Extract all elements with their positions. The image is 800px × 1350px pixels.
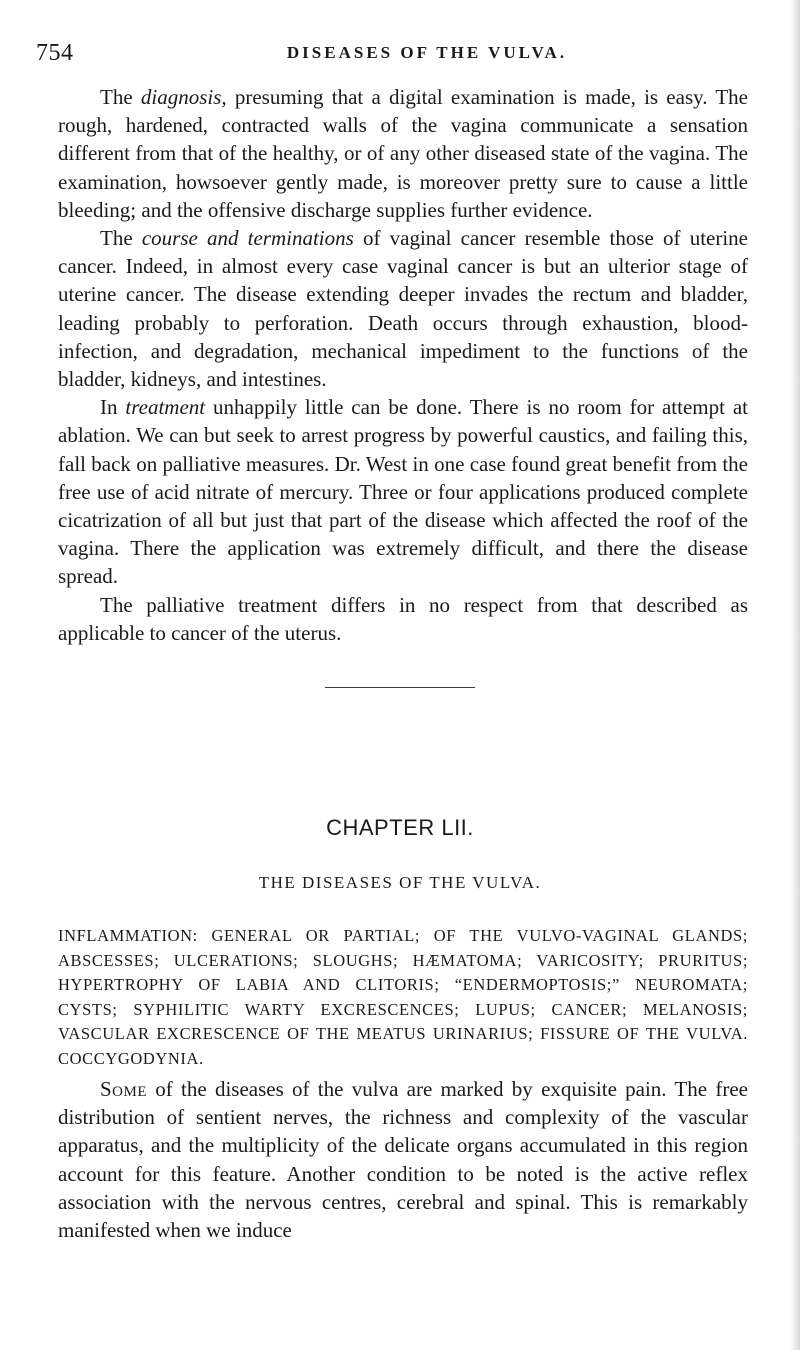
chapter-title: THE DISEASES OF THE VULVA.	[258, 873, 542, 892]
opening-small-caps: Some	[100, 1077, 148, 1101]
paragraph-lead: The	[100, 226, 142, 251]
paragraph-diagnosis	[58, 83, 748, 224]
paragraph-emphasis: treatment	[125, 395, 206, 420]
paragraph-course	[58, 224, 748, 393]
page-number: 754	[36, 40, 74, 66]
paragraph-palliative: The palliative treatment differs in no respect from that described as applicable to cancer of the uterus.	[58, 592, 748, 645]
paragraph-body: of vaginal cancer resemble those of uterine cancer. Indeed, in almost every case vaginal cancer is but an ulterior stage of uterine cancer. The disease extending deeper invades the rectum and bladder, leading probably to perforation. Death occurs through exhaustion, blood-infection, and degradation, mechanical impediment to the functions of the bladder, kidneys, and intestines.	[58, 226, 748, 392]
chapter-heading: CHAPTER LII.	[326, 815, 474, 840]
paragraph-body: of the diseases of the vulva are marked by exquisite pain. The free distribution of sentient nerves, the richness and complexity of the vascular apparatus, and the multiplicity of the delicate organs accumulated in this region account for this feature. Another condition to be noted is the active reflex association with the nervous centres, cerebral and spinal. This is remarkably manifested when we induce	[58, 1077, 748, 1243]
paragraph-opening	[58, 1075, 748, 1244]
paragraph-lead: In	[100, 395, 126, 420]
paragraph-treatment	[58, 393, 748, 590]
page-edge-shadow	[790, 0, 800, 1350]
paragraph-body: unhappily little can be done. There is no room for attempt at ablation. We can but seek to arrest progress by powerful caustics, and failing this, fall back on palliative measures. Dr. West in one case found great benefit from the free use of acid nitrate of mercury. Three or four applications produced complete cicatrization of all but just that part of the disease which affected the roof of the vagina. There the application was extremely difficult, and there the disease spread.	[58, 395, 748, 589]
paragraph-emphasis: diagnosis,	[140, 85, 227, 109]
paragraph-body: presuming that a digital examination is made, is easy. The rough, hardened, contracted walls of the vagina communicate a sensation different from that of the healthy, or of any other diseased state of the vagina. The examination, howsoever gently made, is moreover pretty sure to cause a little bleeding; and the offensive discharge supplies further evidence.	[58, 85, 748, 222]
paragraph-emphasis: course and terminations	[141, 226, 354, 251]
cancer-section-text	[58, 83, 748, 647]
chapter-opening-text	[58, 1075, 748, 1244]
section-divider	[325, 687, 475, 688]
running-head	[36, 40, 766, 66]
paragraph-lead: The	[100, 85, 141, 109]
running-title: DISEASES OF THE VULVA.	[286, 43, 568, 62]
chapter-synopsis: INFLAMMATION: GENERAL OR PARTIAL; OF THE VULVO-VAGINAL GLANDS; ABSCESSES; ULCERATIONS; SLOUGHS; HÆMATOMA; VARICOSITY; PRURITUS; HYPERTROPHY OF LABIA AND CLITORIS; “ENDERMOPTOSIS;” NEUROMATA; CYSTS; SYPHILITIC WARTY EXCRESCENCES; LUPUS; CANCER; MELANOSIS; VASCULAR EXCRESCENCE OF THE MEATUS URINARIUS; FISSURE OF THE VULVA. COCCYGODYNIA.	[58, 926, 748, 1068]
